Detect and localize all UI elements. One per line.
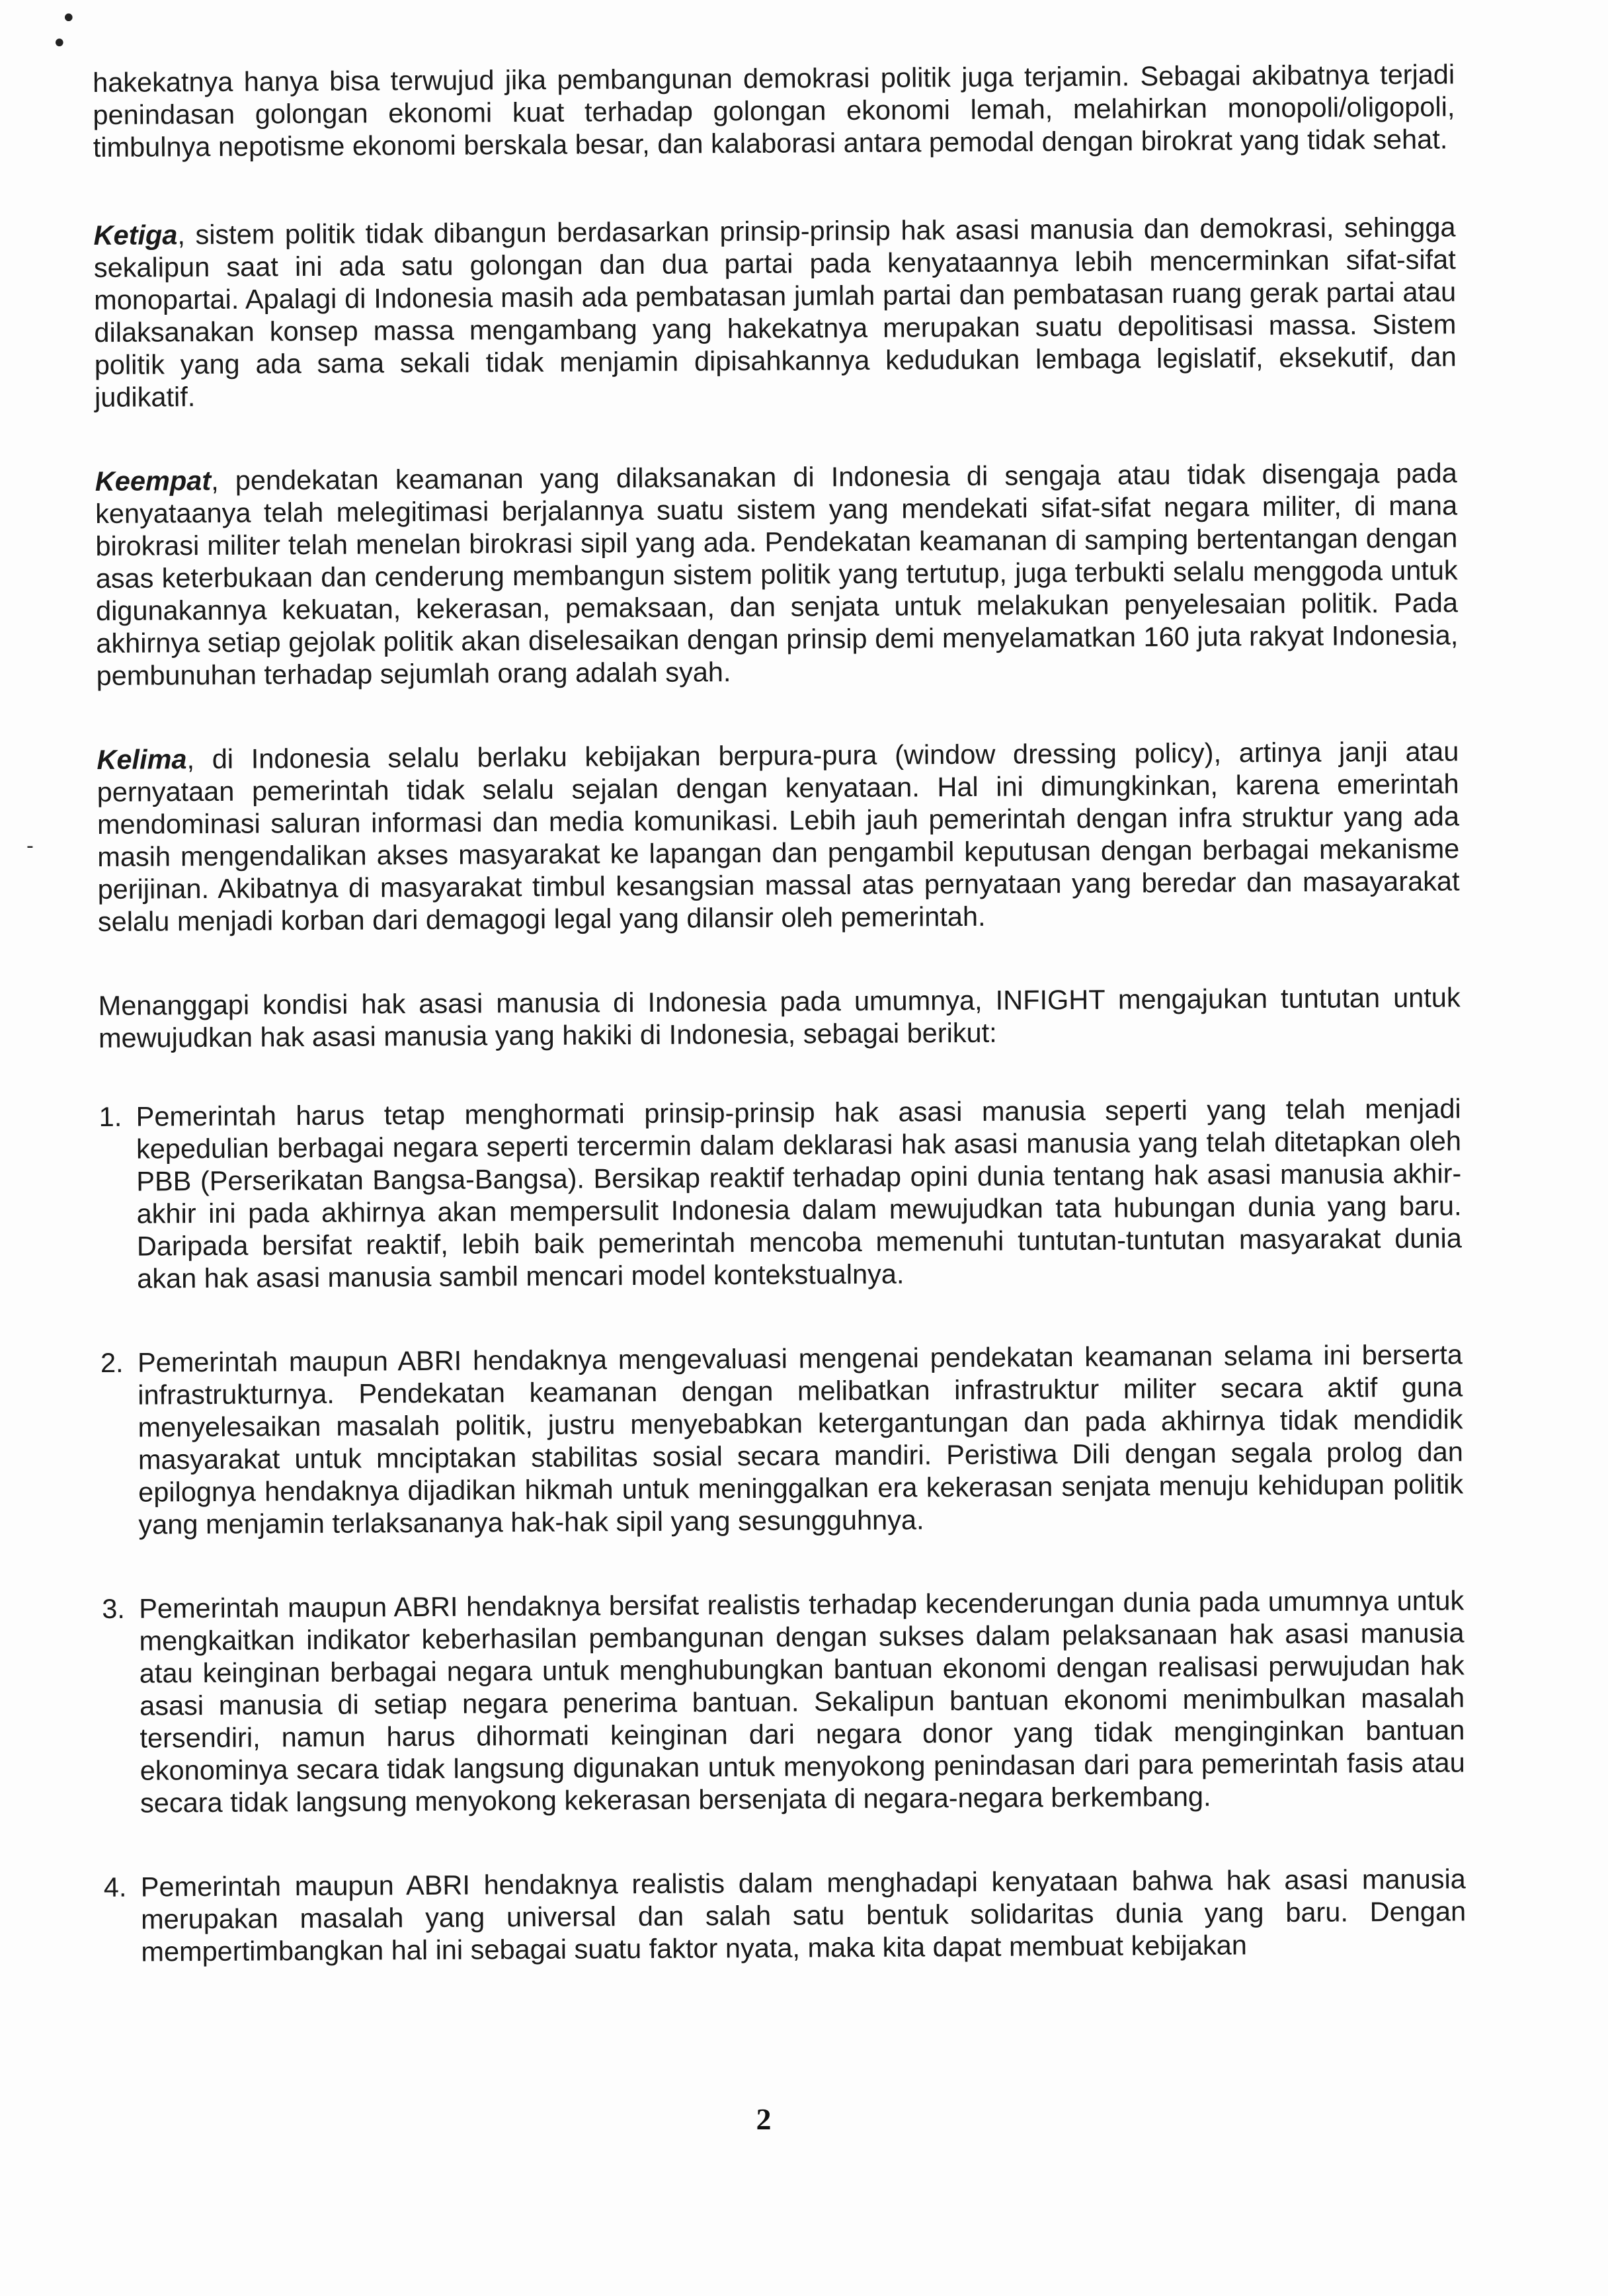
list-item-text: Pemerintah maupun ABRI hendaknya realistis dalam menghadapi kenyataan bahwa hak asasi manusia merupakan masalah yang universal dan salah satu bentuk solidaritas dunia yang baru. Dengan mempertimbangkan hal ini sebagai suatu faktor nyata, maka kita dapat membuat kebijakan bbox=[140, 1863, 1467, 1967]
demands-list bbox=[99, 1092, 1467, 1968]
paragraph-kelima bbox=[97, 735, 1460, 938]
paragraph-continuation bbox=[93, 58, 1455, 163]
page-number: 2 bbox=[756, 2102, 772, 2136]
paragraph-text: , sistem politik tidak dibangun berdasarkan prinsip-prinsip hak asasi manusia dan demokrasi, sehingga sekalipun saat ini ada satu golongan dan dua partai pada kenyataannya lebih mencerminkan sifat-sifat monopartai. Apalagi di Indonesia masih ada pembatasan jumlah partai dan pembatasan ruang gerak partai atau dilaksanakan konsep massa mengambang yang hakekatnya merupakan suatu depolitisasi massa. Sistem politik yang ada sama sekali tidak menjamin dipisahkannya kedudukan lembaga legislatif, eksekutif, dan judikatif. bbox=[93, 211, 1457, 413]
paragraph-ketiga bbox=[93, 210, 1457, 413]
list-item bbox=[104, 1862, 1467, 1968]
list-item-number: 2. bbox=[100, 1346, 124, 1378]
paragraph-text: , di Indonesia selalu berlaku kebijakan berpura-pura (window dressing policy), artinya janji atau pernyataan pemerintah tidak selalu sejalan dengan kenyataan. Hal ini dimungkinkan, karena emerintah mendominasi saluran informasi dan media komunikasi. Lebih jauh pemerintah dengan infra struktur yang ada masih mengendalikan akses masyarakat ke lapangan dan pengambil keputusan dengan berbagai mekanisme perijinan. Akibatnya di masyarakat timbul kesangsian massal atas pernyataan yang beredar dan masayarakat selalu menjadi korban dari demagogi legal yang dilansir oleh pemerintah. bbox=[97, 735, 1460, 937]
list-item-number: 4. bbox=[103, 1871, 127, 1903]
list-item-number: 1. bbox=[99, 1100, 122, 1132]
list-item bbox=[99, 1092, 1463, 1295]
paragraph-lead: Keempat bbox=[95, 464, 212, 497]
demands-intro: Menanggapi kondisi hak asasi manusia di Indonesia pada umumnya, INFIGHT mengajukan tuntutan untuk mewujudkan hak asasi manusia yang hakiki di Indonesia, sebagai berikut: bbox=[98, 981, 1461, 1053]
list-item-text: Pemerintah maupun ABRI hendaknya mengevaluasi mengenai pendekatan keamanan selama ini berserta infrastrukturnya. Pendekatan keamanan dengan melibatkan infrastruktur militer secara aktif guna menyelesaikan masalah politik, justru menyebabkan ketergantungan dan pada akhirnya tidak mendidik masyarakat untuk mnciptakan stabilitas sosial secara mandiri. Peristiwa Dili dengan segala prolog dan epilognya hendaknya dijadikan hikmah untuk meninggalkan era kekerasan senjata menuju kehidupan politik yang menjamin terlaksananya hak-hak sipil yang sesungguhnya. bbox=[137, 1338, 1464, 1540]
list-item-text: Pemerintah maupun ABRI hendaknya bersifat realistis terhadap kecenderungan dunia pada umumnya untuk mengkaitkan indikator keberhasilan pembangunan dengan sukses dalam pelaksanaan hak asasi manusia atau keinginan berbagai negara untuk menghubungkan bantuan ekonomi dengan realisasi perwujudan hak asasi manusia di setiap negara penerima bantuan. Sekalipun bantuan ekonomi menimbulkan masalah tersendiri, namun harus dihormati keinginan dari negara donor yang tidak menginginkan bantuan ekonominya secara tidak langsung digunakan untuk menyokong penindasan dari para pemerintah fasis atau secara tidak langsung menyokong kekerasan bersenjata di negara-negara berkembang. bbox=[139, 1584, 1465, 1819]
list-item-number: 3. bbox=[102, 1592, 126, 1624]
paragraph-text: , pendekatan keamanan yang dilaksanakan di Indonesia di sengaja atau tidak disengaja pada kenyataanya telah melegitimasi berjalannya suatu sistem yang mendekati sifat-sifat negara militer, di mana birokrasi militer telah menelan birokrasi sipil yang ada. Pendekatan keamanan di samping bertentangan dengan asas keterbukaan dan cenderung membangun sistem politik yang tertutup, juga terbukti selalu menggoda untuk digunakannya kekuatan, kekerasan, pemaksaan, dan senjata untuk melakukan penyelesaian politik. Pada akhirnya setiap gejolak politik akan diselesaikan dengan prinsip demi menyelamatkan 160 juta rakyat Indonesia, pembunuhan terhadap sejumlah orang adalah syah. bbox=[95, 457, 1459, 691]
scan-speck: - bbox=[26, 835, 34, 858]
scan-speck: • bbox=[61, 3, 77, 34]
list-item bbox=[100, 1338, 1464, 1541]
list-item-text: Pemerintah harus tetap menghormati prinsip-prinsip hak asasi manusia seperti yang telah menjadi kepedulian berbagai negara seperti tercermin dalam deklarasi hak asasi manusia yang telah ditetapkan oleh PBB (Perserikatan Bangsa-Bangsa). Bersikap reaktif terhadap opini dunia tentang hak asasi manusia akhir-akhir ini pada akhirnya akan mempersulit Indonesia dalam mewujudkan tata hubungan dunia yang baru. Daripada bersifat reaktif, lebih baik pemerintah mencoba memenuhi tuntutan-tuntutan masyarakat dunia akan hak asasi manusia sambil mencari model kontekstualnya. bbox=[136, 1092, 1463, 1294]
paragraph-keempat bbox=[95, 456, 1459, 692]
scan-speck: • bbox=[52, 28, 67, 59]
paragraph-text: hakekatnya hanya bisa terwujud jika pembangunan demokrasi politik juga terjamin. Sebagai akibatnya terjadi penindasan golongan ekonomi kuat terhadap golongan ekonomi lemah, melahirkan monopoli/oligopoli, timbulnya nepotisme ekonomi berskala besar, dan kalaborasi antara pemodal dengan birokrat yang tidak sehat. bbox=[93, 58, 1455, 163]
paragraph-lead: Kelima bbox=[97, 743, 187, 775]
document-body bbox=[93, 58, 1467, 1968]
paragraph-lead: Ketiga bbox=[93, 219, 178, 251]
list-item bbox=[102, 1584, 1465, 1819]
